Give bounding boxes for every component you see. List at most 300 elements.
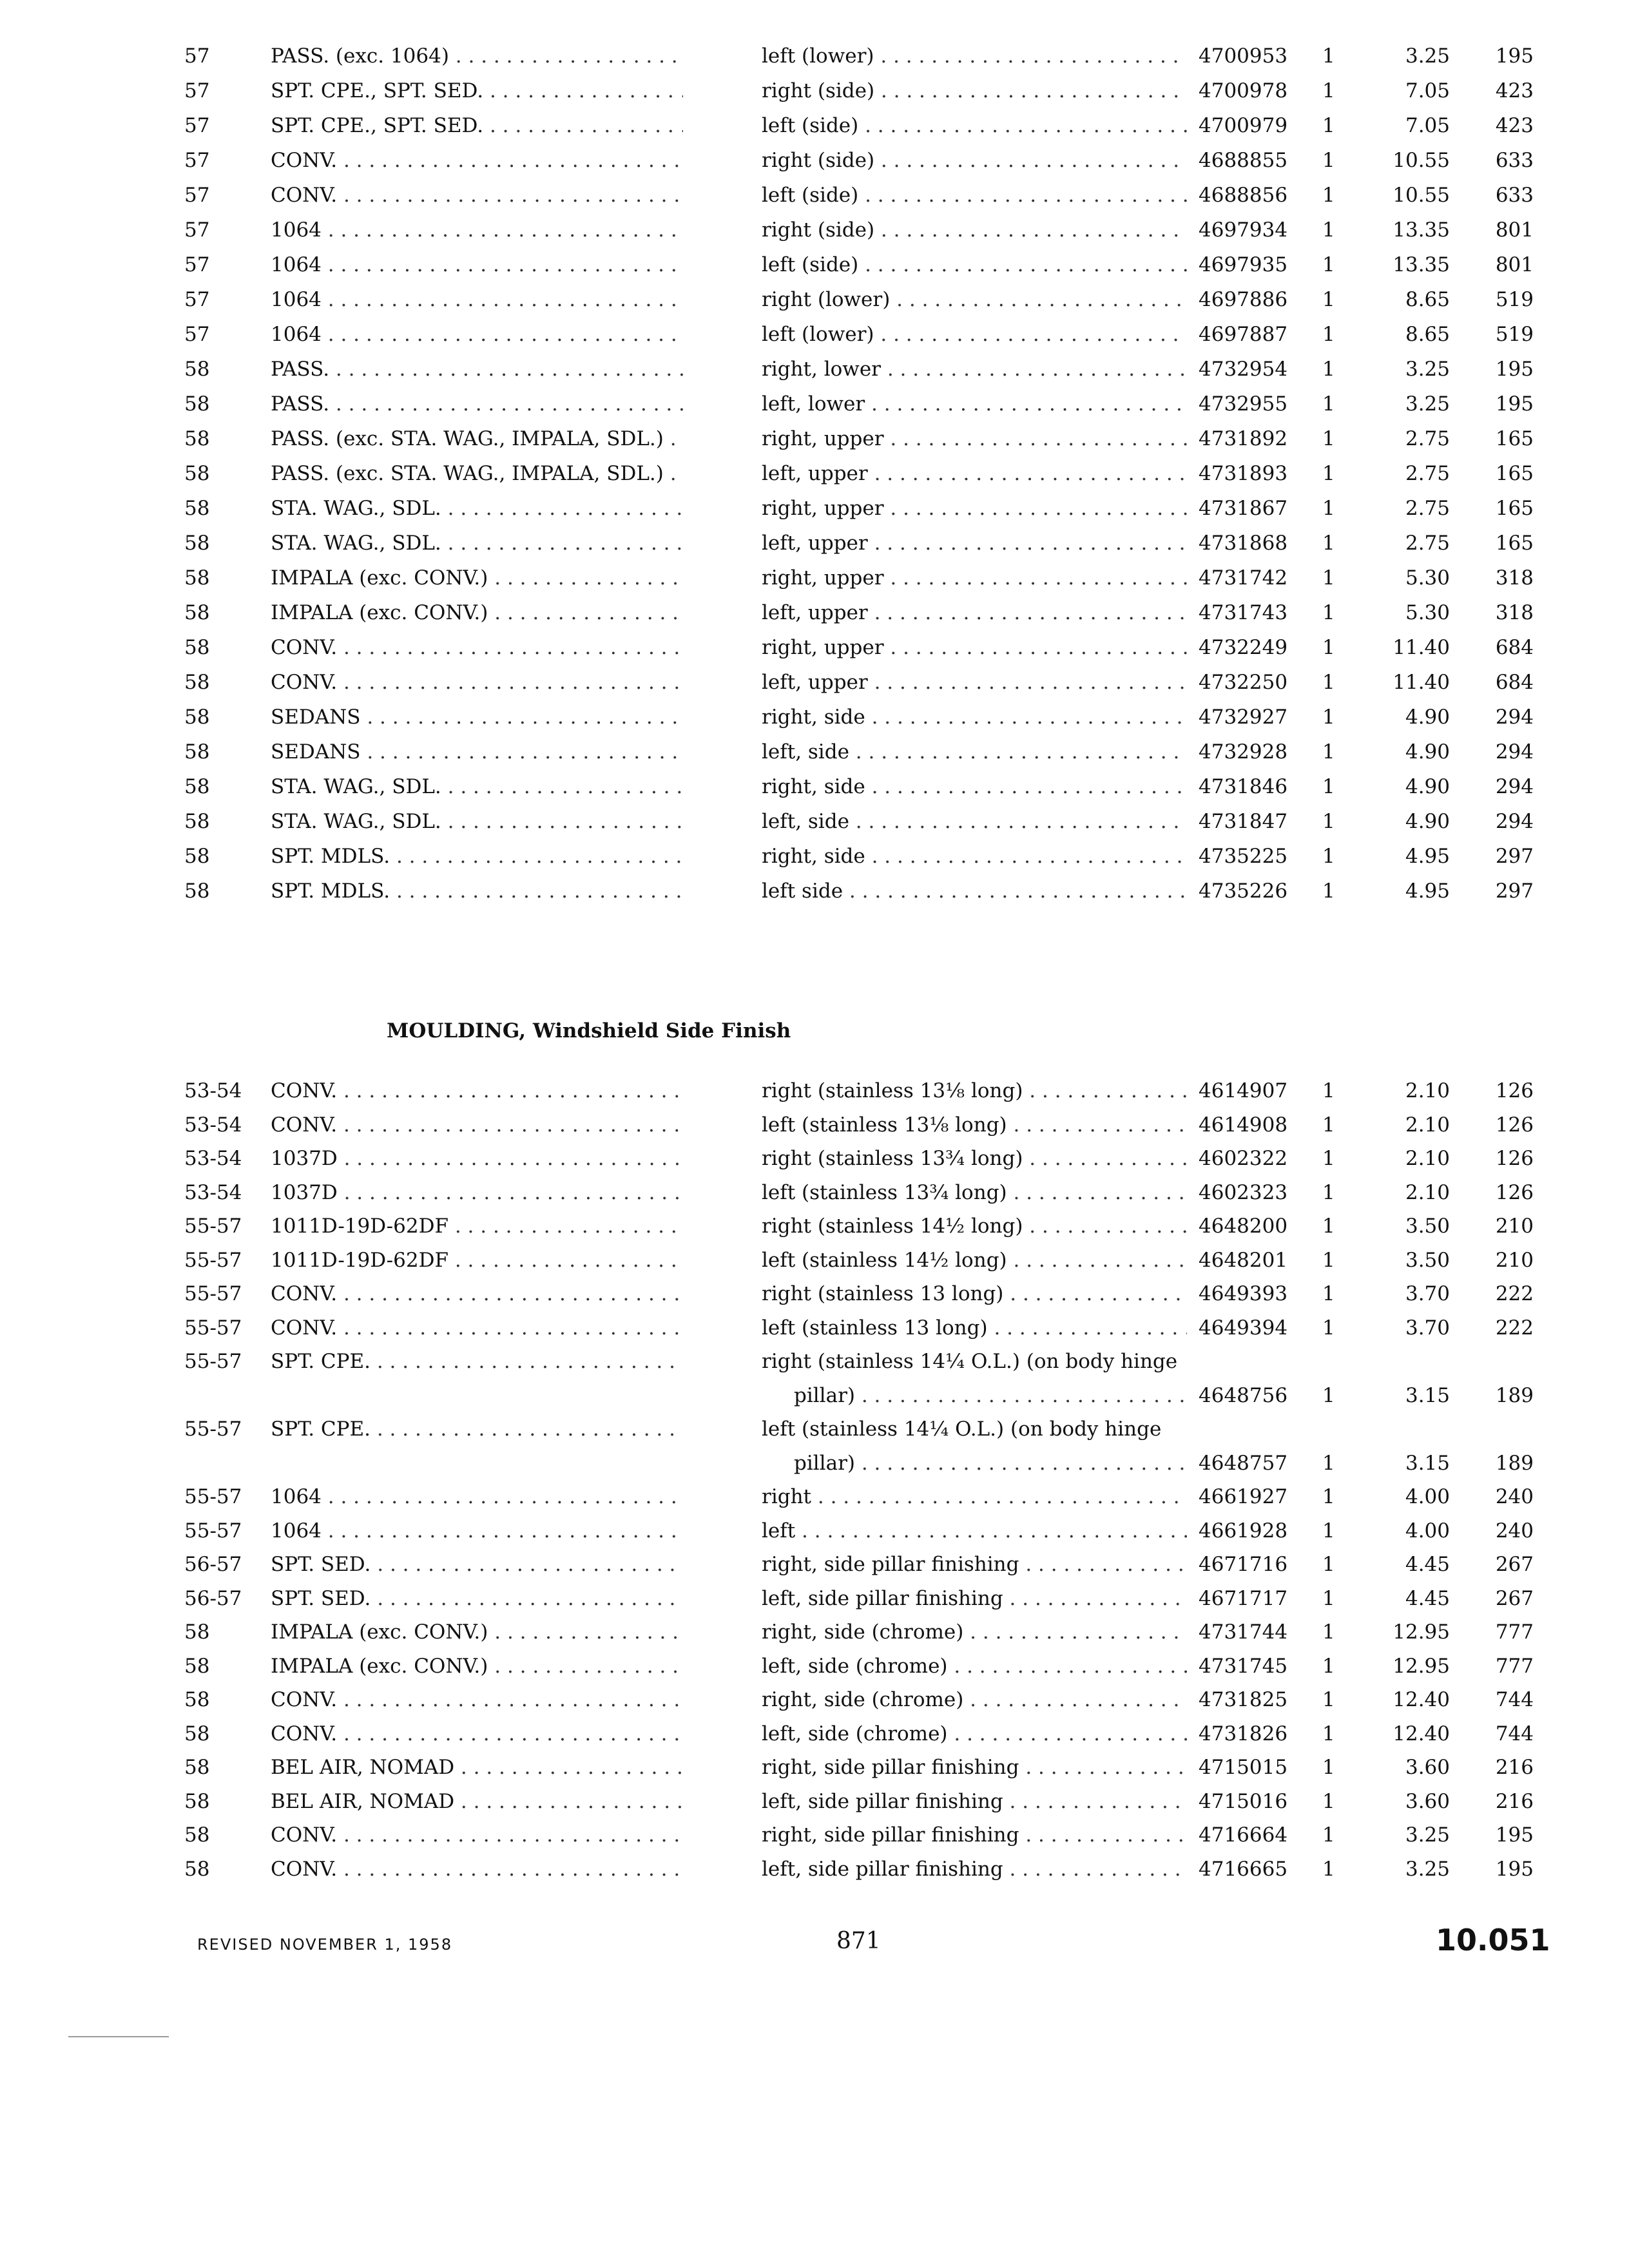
quantity-cell: 1 [1322, 392, 1335, 416]
description-cell: right (side) . . . [762, 143, 1187, 178]
description-cell: right (stainless 13 long) . . . [762, 1276, 1187, 1311]
part-number-cell: 4602323 [1199, 1180, 1288, 1204]
price-cell: 2.75 [1405, 497, 1450, 520]
weight-cell: 294 [1495, 740, 1534, 764]
year-cell: 57 [184, 79, 210, 102]
row-values [0, 1818, 1629, 1852]
row-values [0, 1852, 1629, 1887]
quantity-cell: 1 [1322, 1857, 1335, 1881]
model-cell: IMPALA (exc. CONV.) . . . [271, 561, 683, 595]
row-values [0, 143, 1629, 178]
description-cell: left, upper . . . [762, 526, 1187, 561]
quantity-cell: 1 [1322, 1519, 1335, 1542]
quantity-cell: 1 [1322, 532, 1335, 555]
weight-cell: 519 [1495, 323, 1534, 346]
year-cell: 55-57 [184, 1316, 242, 1340]
description-cell: left (lower) . . . [762, 39, 1187, 73]
price-cell: 4.45 [1405, 1586, 1450, 1610]
part-number-cell: 4715016 [1199, 1789, 1288, 1813]
row-values [0, 73, 1629, 108]
weight-cell: 240 [1495, 1519, 1534, 1542]
description-cell: right . . . [762, 1479, 1187, 1514]
row-values [0, 1547, 1629, 1582]
description-cell: left, side . . . [762, 735, 1187, 769]
year-cell: 58 [184, 810, 210, 833]
price-cell: 3.25 [1405, 1823, 1450, 1847]
price-cell: 3.25 [1405, 358, 1450, 381]
model-cell: 1064 . . . [271, 1514, 683, 1548]
quantity-cell: 1 [1322, 706, 1335, 729]
weight-cell: 165 [1495, 497, 1534, 520]
weight-cell: 801 [1495, 218, 1534, 242]
table-row [0, 1276, 1629, 1311]
quantity-cell: 1 [1322, 358, 1335, 381]
quantity-cell: 1 [1322, 566, 1335, 590]
table-row [0, 700, 1629, 735]
price-cell: 2.75 [1405, 462, 1450, 485]
model-cell: CONV. . . . [271, 1073, 683, 1108]
year-cell: 58 [184, 392, 210, 416]
table-row [0, 1649, 1629, 1684]
model-cell: CONV. . . . [271, 1852, 683, 1887]
year-cell: 58 [184, 671, 210, 694]
quantity-cell: 1 [1322, 44, 1335, 68]
row-values [0, 665, 1629, 700]
table-row [0, 874, 1629, 908]
part-number-cell: 4731867 [1199, 497, 1288, 520]
table-row [0, 1784, 1629, 1819]
model-cell: SPT. MDLS. . . . [271, 839, 683, 874]
model-cell: PASS. (exc. 1064) . . . [271, 39, 683, 73]
year-cell: 58 [184, 566, 210, 590]
year-cell: 57 [184, 253, 210, 276]
table-row [0, 352, 1629, 387]
part-number-cell: 4671717 [1199, 1586, 1288, 1610]
model-cell: SPT. SED. . . . [271, 1581, 683, 1616]
model-cell: SPT. CPE., SPT. SED. . . . [271, 73, 683, 108]
price-cell: 12.40 [1393, 1688, 1450, 1711]
description-cell: right (side) . . . [762, 213, 1187, 247]
description-cell: left, side pillar finishing . . . [762, 1784, 1187, 1819]
year-cell: 57 [184, 184, 210, 207]
model-cell: CONV. . . . [271, 665, 683, 700]
model-cell: SEDANS . . . [271, 700, 683, 735]
year-cell: 58 [184, 1722, 210, 1745]
price-cell: 8.65 [1405, 288, 1450, 311]
weight-cell: 318 [1495, 566, 1534, 590]
model-cell: STA. WAG., SDL. . . . [271, 491, 683, 526]
model-cell: 1064 . . . [271, 317, 683, 352]
weight-cell: 633 [1495, 149, 1534, 172]
description-cell: left (stainless 13¾ long) . . . [762, 1175, 1187, 1210]
weight-cell: 126 [1495, 1180, 1534, 1204]
description-cell: right (side) . . . [762, 73, 1187, 108]
quantity-cell: 1 [1322, 253, 1335, 276]
year-cell: 53-54 [184, 1147, 242, 1170]
row-values [0, 1276, 1629, 1311]
price-cell: 4.45 [1405, 1553, 1450, 1576]
quantity-cell: 1 [1322, 1113, 1335, 1137]
model-cell: CONV. . . . [271, 143, 683, 178]
part-number-cell: 4731742 [1199, 566, 1288, 590]
row-values [0, 561, 1629, 595]
weight-cell: 210 [1495, 1215, 1534, 1238]
year-cell: 55-57 [184, 1282, 242, 1305]
model-cell: IMPALA (exc. CONV.) . . . [271, 1615, 683, 1649]
row-values [0, 1716, 1629, 1751]
model-cell: SEDANS . . . [271, 735, 683, 769]
price-cell: 3.25 [1405, 392, 1450, 416]
quantity-cell: 1 [1322, 601, 1335, 624]
weight-cell: 777 [1495, 1654, 1534, 1678]
table-row [0, 769, 1629, 804]
quantity-cell: 1 [1322, 497, 1335, 520]
price-cell: 3.15 [1405, 1451, 1450, 1475]
year-cell: 58 [184, 845, 210, 868]
part-number-cell: 4732927 [1199, 706, 1288, 729]
table-row [0, 1682, 1629, 1717]
weight-cell: 126 [1495, 1147, 1534, 1170]
part-number-cell: 4700953 [1199, 44, 1288, 68]
table-row [0, 630, 1629, 665]
price-cell: 12.95 [1393, 1620, 1450, 1644]
table-row [0, 1514, 1629, 1548]
part-number-cell: 4732249 [1199, 636, 1288, 659]
quantity-cell: 1 [1322, 775, 1335, 798]
year-cell: 58 [184, 879, 210, 903]
price-cell: 11.40 [1393, 671, 1450, 694]
weight-cell: 744 [1495, 1722, 1534, 1745]
year-cell: 56-57 [184, 1586, 242, 1610]
price-cell: 10.55 [1393, 184, 1450, 207]
table-row [0, 839, 1629, 874]
table-row [0, 561, 1629, 595]
model-cell: BEL AIR, NOMAD . . . [271, 1750, 683, 1785]
section-number: 10.051 [1436, 1923, 1550, 1957]
table-row [0, 595, 1629, 630]
description-cell: right, upper . . . [762, 630, 1187, 665]
description-cell: right (lower) . . . [762, 282, 1187, 317]
year-cell: 57 [184, 44, 210, 68]
description-cell: left, lower . . . [762, 387, 1187, 421]
description-cell: left, side (chrome) . . . [762, 1649, 1187, 1684]
row-values [0, 387, 1629, 421]
table-row [0, 282, 1629, 317]
table-row [0, 317, 1629, 352]
table-row [0, 735, 1629, 769]
model-cell: BEL AIR, NOMAD . . . [271, 1784, 683, 1819]
weight-cell: 195 [1495, 44, 1534, 68]
description-cell: left, upper . . . [762, 665, 1187, 700]
model-cell: SPT. CPE. . . . [271, 1344, 683, 1379]
row-values [0, 282, 1629, 317]
model-cell: CONV. . . . [271, 1818, 683, 1852]
table-row [0, 213, 1629, 247]
price-cell: 4.90 [1405, 775, 1450, 798]
weight-cell: 297 [1495, 845, 1534, 868]
weight-cell: 684 [1495, 636, 1534, 659]
row-values [0, 1581, 1629, 1616]
price-cell: 3.25 [1405, 1857, 1450, 1881]
year-cell: 58 [184, 636, 210, 659]
quantity-cell: 1 [1322, 879, 1335, 903]
weight-cell: 801 [1495, 253, 1534, 276]
description-cell: right, side (chrome) . . . [762, 1682, 1187, 1717]
price-cell: 12.40 [1393, 1722, 1450, 1745]
description-cell: left, side (chrome) . . . [762, 1716, 1187, 1751]
quantity-cell: 1 [1322, 740, 1335, 764]
quantity-cell: 1 [1322, 1722, 1335, 1745]
part-number-cell: 4700979 [1199, 114, 1288, 137]
year-cell: 58 [184, 1756, 210, 1779]
part-number-cell: 4731744 [1199, 1620, 1288, 1644]
table-row [0, 247, 1629, 282]
table-row [0, 421, 1629, 456]
description-cell: left, side pillar finishing . . . [762, 1581, 1187, 1616]
weight-cell: 126 [1495, 1113, 1534, 1137]
price-cell: 3.50 [1405, 1248, 1450, 1272]
price-cell: 8.65 [1405, 323, 1450, 346]
model-cell: 1011D-19D-62DF . . . [271, 1243, 683, 1278]
table-row [0, 1412, 1629, 1475]
row-values [0, 178, 1629, 213]
price-cell: 7.05 [1405, 79, 1450, 102]
part-number-cell: 4648201 [1199, 1248, 1288, 1272]
weight-cell: 210 [1495, 1248, 1534, 1272]
part-number-cell: 4700978 [1199, 79, 1288, 102]
part-number-cell: 4697886 [1199, 288, 1288, 311]
row-values [0, 1750, 1629, 1785]
description-cell: left . . . [762, 1514, 1187, 1548]
description-cell: right, side (chrome) . . . [762, 1615, 1187, 1649]
description-cell: left (side) . . . [762, 247, 1187, 282]
quantity-cell: 1 [1322, 1586, 1335, 1610]
year-cell: 56-57 [184, 1553, 242, 1576]
quantity-cell: 1 [1322, 1079, 1335, 1102]
model-cell: 1064 . . . [271, 1479, 683, 1514]
model-cell: 1064 . . . [271, 282, 683, 317]
weight-cell: 267 [1495, 1553, 1534, 1576]
weight-cell: 297 [1495, 879, 1534, 903]
part-number-cell: 4731847 [1199, 810, 1288, 833]
price-cell: 3.60 [1405, 1756, 1450, 1779]
quantity-cell: 1 [1322, 1620, 1335, 1644]
price-cell: 7.05 [1405, 114, 1450, 137]
price-cell: 4.90 [1405, 706, 1450, 729]
part-number-cell: 4716665 [1199, 1857, 1288, 1881]
quantity-cell: 1 [1322, 845, 1335, 868]
part-number-cell: 4731892 [1199, 427, 1288, 450]
row-values [0, 595, 1629, 630]
quantity-cell: 1 [1322, 1316, 1335, 1340]
price-cell: 10.55 [1393, 149, 1450, 172]
year-cell: 58 [184, 1857, 210, 1881]
quantity-cell: 1 [1322, 1688, 1335, 1711]
table-row [0, 1243, 1629, 1278]
weight-cell: 195 [1495, 358, 1534, 381]
price-cell: 2.10 [1405, 1180, 1450, 1204]
year-cell: 58 [184, 1789, 210, 1813]
row-values [0, 735, 1629, 769]
quantity-cell: 1 [1322, 1451, 1335, 1475]
price-cell: 11.40 [1393, 636, 1450, 659]
row-values [0, 421, 1629, 456]
row-values [0, 1446, 1629, 1481]
model-cell: PASS. (exc. STA. WAG., IMPALA, SDL.) . . . [271, 456, 683, 491]
part-number-cell: 4661927 [1199, 1485, 1288, 1508]
part-number-cell: 4648757 [1199, 1451, 1288, 1475]
description-cell: left side . . . [762, 874, 1187, 908]
row-values [0, 1514, 1629, 1548]
revised-date: REVISED NOVEMBER 1, 1958 [197, 1936, 453, 1954]
quantity-cell: 1 [1322, 184, 1335, 207]
model-cell: SPT. CPE. . . . [271, 1412, 683, 1446]
quantity-cell: 1 [1322, 1756, 1335, 1779]
description-cell: right, side pillar finishing . . . [762, 1547, 1187, 1582]
part-number-cell: 4688855 [1199, 149, 1288, 172]
weight-cell: 195 [1495, 392, 1534, 416]
part-number-cell: 4602322 [1199, 1147, 1288, 1170]
quantity-cell: 1 [1322, 1147, 1335, 1170]
table-row [0, 665, 1629, 700]
part-number-cell: 4732954 [1199, 358, 1288, 381]
year-cell: 58 [184, 1654, 210, 1678]
year-cell: 53-54 [184, 1180, 242, 1204]
part-number-cell: 4731868 [1199, 532, 1288, 555]
description-cell: left, side . . . [762, 804, 1187, 839]
weight-cell: 633 [1495, 184, 1534, 207]
row-values [0, 317, 1629, 352]
row-values [0, 1649, 1629, 1684]
quantity-cell: 1 [1322, 218, 1335, 242]
weight-cell: 216 [1495, 1789, 1534, 1813]
model-cell: SPT. CPE., SPT. SED. . . . [271, 108, 683, 143]
weight-cell: 423 [1495, 114, 1534, 137]
model-cell: CONV. . . . [271, 1311, 683, 1345]
table-row [0, 1716, 1629, 1751]
quantity-cell: 1 [1322, 288, 1335, 311]
part-number-cell: 4716664 [1199, 1823, 1288, 1847]
part-number-cell: 4697887 [1199, 323, 1288, 346]
weight-cell: 222 [1495, 1282, 1534, 1305]
model-cell: IMPALA (exc. CONV.) . . . [271, 595, 683, 630]
part-number-cell: 4671716 [1199, 1553, 1288, 1576]
year-cell: 58 [184, 1620, 210, 1644]
quantity-cell: 1 [1322, 671, 1335, 694]
row-values [0, 213, 1629, 247]
quantity-cell: 1 [1322, 323, 1335, 346]
year-cell: 58 [184, 532, 210, 555]
price-cell: 4.00 [1405, 1519, 1450, 1542]
part-number-cell: 4731745 [1199, 1654, 1288, 1678]
price-cell: 12.95 [1393, 1654, 1450, 1678]
year-cell: 57 [184, 218, 210, 242]
quantity-cell: 1 [1322, 1485, 1335, 1508]
description-cell: left (stainless 14½ long) . . . [762, 1243, 1187, 1278]
table-row [0, 1750, 1629, 1785]
table-row [0, 1547, 1629, 1582]
part-number-cell: 4649394 [1199, 1316, 1288, 1340]
quantity-cell: 1 [1322, 1248, 1335, 1272]
description-cell: right, side . . . [762, 700, 1187, 735]
model-cell: SPT. MDLS. . . . [271, 874, 683, 908]
row-values [0, 804, 1629, 839]
scan-mark [68, 2036, 169, 2037]
quantity-cell: 1 [1322, 810, 1335, 833]
part-number-cell: 4649393 [1199, 1282, 1288, 1305]
table-row [0, 143, 1629, 178]
price-cell: 5.30 [1405, 601, 1450, 624]
table-row [0, 73, 1629, 108]
description-cell: right, upper . . . [762, 421, 1187, 456]
year-cell: 55-57 [184, 1215, 242, 1238]
row-values [0, 1378, 1629, 1413]
description-cell: right (stainless 13¾ long) . . . [762, 1141, 1187, 1176]
table-row [0, 1344, 1629, 1407]
model-cell: 1064 . . . [271, 213, 683, 247]
part-number-cell: 4731743 [1199, 601, 1288, 624]
row-values [0, 1141, 1629, 1176]
section-heading: MOULDING, Windshield Side Finish [387, 1019, 791, 1043]
model-cell: CONV. . . . [271, 1682, 683, 1717]
row-values [0, 491, 1629, 526]
table-row [0, 178, 1629, 213]
weight-cell: 267 [1495, 1586, 1534, 1610]
table-row [0, 39, 1629, 73]
price-cell: 13.35 [1393, 253, 1450, 276]
part-number-cell: 4648756 [1199, 1383, 1288, 1407]
price-cell: 4.90 [1405, 740, 1450, 764]
row-values [0, 1479, 1629, 1514]
description-cell: right, side pillar finishing . . . [762, 1818, 1187, 1852]
description-cell: right (stainless 14¼ O.L.) (on body hinge [762, 1350, 1178, 1373]
quantity-cell: 1 [1322, 1383, 1335, 1407]
weight-cell: 318 [1495, 601, 1534, 624]
weight-cell: 240 [1495, 1485, 1534, 1508]
year-cell: 55-57 [184, 1485, 242, 1508]
year-cell: 58 [184, 775, 210, 798]
price-cell: 3.25 [1405, 44, 1450, 68]
model-cell: STA. WAG., SDL. . . . [271, 804, 683, 839]
description-cell: left (side) . . . [762, 108, 1187, 143]
row-values [0, 769, 1629, 804]
year-cell: 58 [184, 740, 210, 764]
part-number-cell: 4732955 [1199, 392, 1288, 416]
part-number-cell: 4732928 [1199, 740, 1288, 764]
table-row [0, 1852, 1629, 1887]
model-cell: STA. WAG., SDL. . . . [271, 526, 683, 561]
year-cell: 57 [184, 288, 210, 311]
weight-cell: 744 [1495, 1688, 1534, 1711]
price-cell: 2.75 [1405, 427, 1450, 450]
quantity-cell: 1 [1322, 149, 1335, 172]
year-cell: 58 [184, 358, 210, 381]
model-cell: CONV. . . . [271, 178, 683, 213]
description-cell: left (stainless 14¼ O.L.) (on body hinge [762, 1418, 1162, 1441]
model-cell: 1037D . . . [271, 1141, 683, 1176]
model-cell: CONV. . . . [271, 1276, 683, 1311]
price-cell: 4.95 [1405, 879, 1450, 903]
year-cell: 55-57 [184, 1418, 242, 1441]
weight-cell: 216 [1495, 1756, 1534, 1779]
table-row [0, 1209, 1629, 1244]
price-cell: 5.30 [1405, 566, 1450, 590]
description-cell: left (stainless 13⅛ long) . . . [762, 1108, 1187, 1142]
weight-cell: 165 [1495, 462, 1534, 485]
description-cell: left (side) . . . [762, 178, 1187, 213]
description-cell: right (stainless 14½ long) . . . [762, 1209, 1187, 1244]
part-number-cell: 4661928 [1199, 1519, 1288, 1542]
